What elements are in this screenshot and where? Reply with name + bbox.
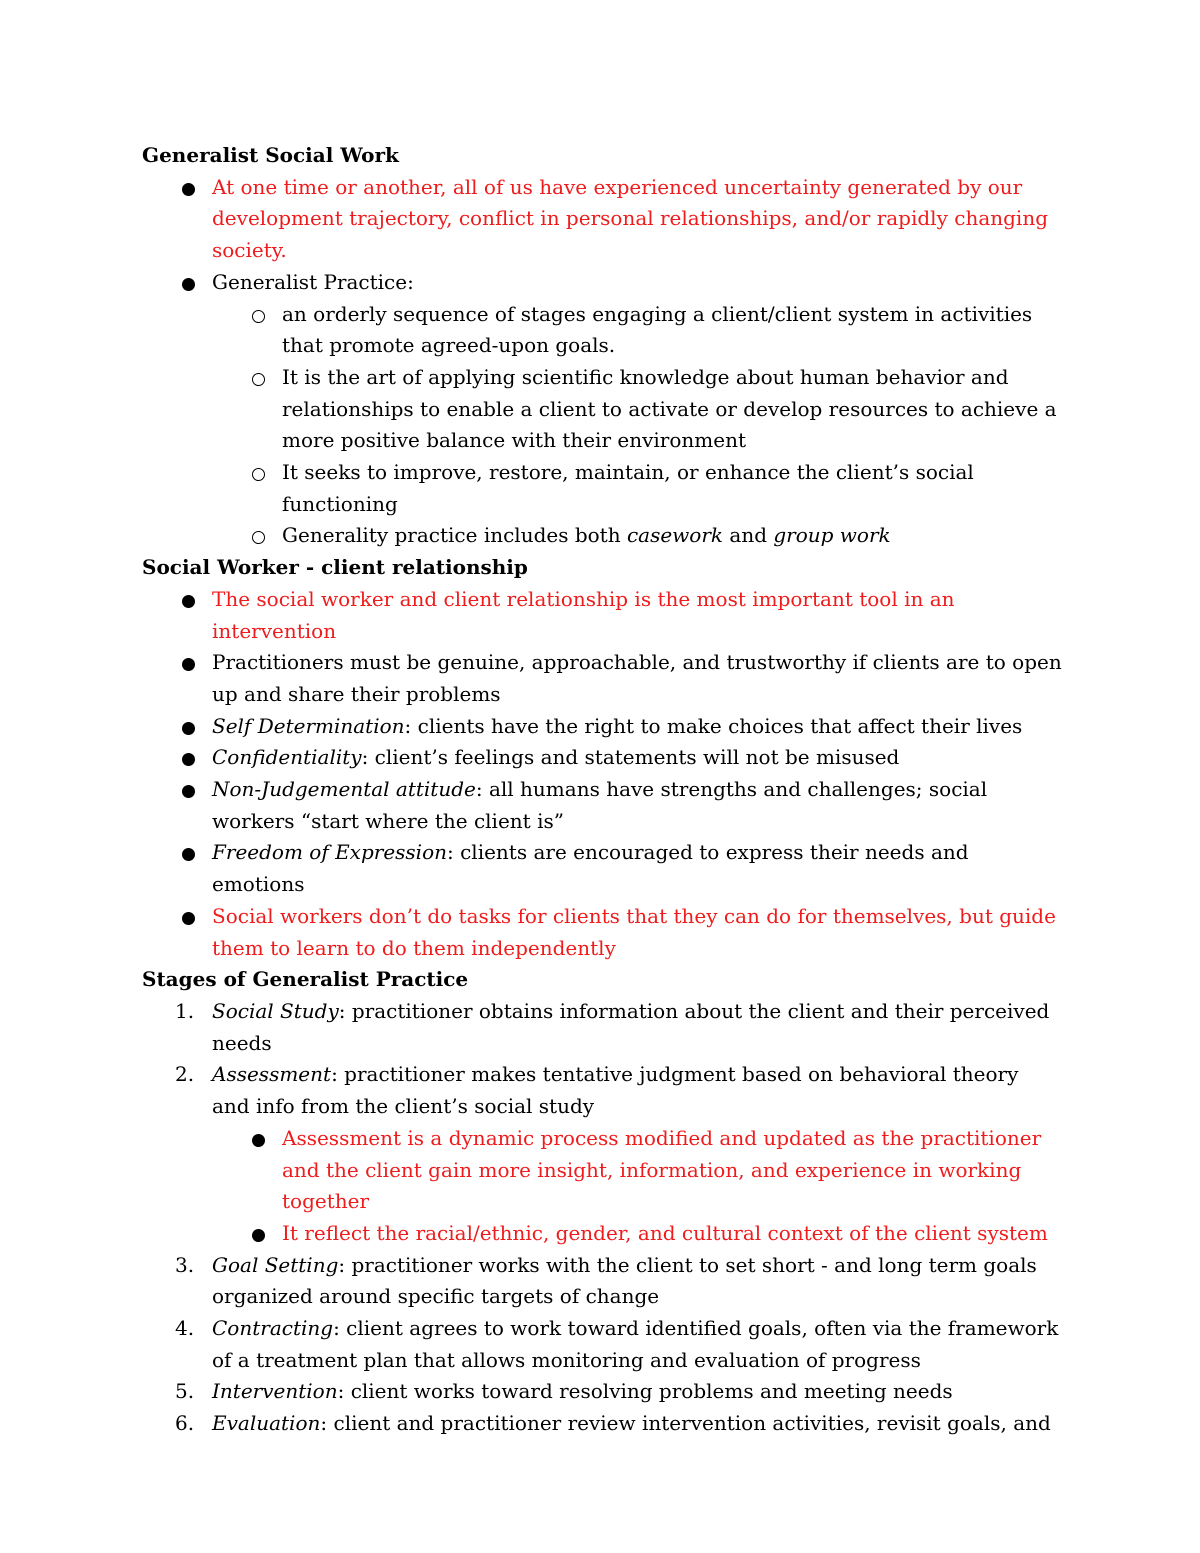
hollow-bullet-icon <box>252 468 265 481</box>
list-item <box>142 1123 1062 1218</box>
list-item <box>142 1218 1062 1250</box>
bullet-icon <box>182 753 195 766</box>
item-text-mid: and <box>723 523 774 548</box>
list-item <box>142 1408 1062 1440</box>
list-item <box>142 742 1062 774</box>
item-desc: : client works toward resolving problems and meeting needs <box>337 1379 953 1404</box>
hollow-bullet-icon <box>252 531 265 544</box>
hollow-bullet-icon <box>252 373 265 386</box>
section-heading-stages: Stages of Generalist Practice <box>142 967 469 992</box>
item-number: 2. <box>175 1062 195 1087</box>
bullet-icon <box>182 658 195 671</box>
item-text: It seeks to improve, restore, maintain, or enhance the client’s social functioning <box>282 460 974 516</box>
list-item <box>142 584 1062 647</box>
item-text: It is the art of applying scientific knowledge about human behavior and relationships to enable a client to activate or develop resources to achieve a more positive balance with their environment <box>282 364 1057 453</box>
item-text: Generalist Practice: <box>212 269 414 294</box>
bullet-icon <box>182 785 195 798</box>
item-number: 4. <box>175 1316 195 1341</box>
item-term: Intervention <box>212 1379 338 1404</box>
item-term: Freedom of Expression <box>212 840 447 865</box>
item-number: 6. <box>175 1411 195 1436</box>
item-desc: : practitioner obtains information about the client and their perceived needs <box>212 998 1050 1055</box>
item-text-prefix: Generality practice includes both <box>282 523 627 548</box>
list-item <box>142 837 1062 900</box>
list-item <box>142 457 1062 520</box>
section-heading-generalist-social-work: Generalist Social Work <box>142 143 399 167</box>
stages-numbered-list <box>142 996 1062 1440</box>
list-item <box>142 1250 1062 1313</box>
emphasis-casework: casework <box>626 523 724 548</box>
bullet-icon <box>182 595 195 608</box>
item-desc: : client and practitioner review intervention activities, revisit goals, and <box>320 1411 1051 1436</box>
item-term: Non-Judgemental attitude <box>212 777 476 802</box>
item-term: Assessment <box>212 1062 332 1087</box>
emphasis-group-work: group work <box>773 523 891 548</box>
hollow-bullet-icon <box>252 310 265 323</box>
bullet-icon <box>252 1134 265 1147</box>
list-item <box>142 711 1062 743</box>
item-text: an orderly sequence of stages engaging a client/client system in activities that promote agreed-upon goals. <box>282 301 1033 358</box>
item-number: 5. <box>175 1379 195 1404</box>
bullet-icon <box>182 912 195 925</box>
item-term: Self Determination <box>212 713 405 738</box>
bullet-icon <box>182 278 195 291</box>
list-item <box>142 362 1062 457</box>
list-item <box>142 774 1062 837</box>
item-term: Social Study <box>212 998 339 1023</box>
item-term: Contracting <box>212 1316 334 1341</box>
item-desc: : client agrees to work toward identified goals, often via the framework of a treatment plan that allows monitoring and evaluation of progress <box>212 1316 1059 1372</box>
bullet-icon <box>182 848 195 861</box>
list-item <box>142 1376 1062 1408</box>
bullet-icon <box>252 1229 265 1242</box>
item-number: 3. <box>175 1252 195 1277</box>
list-item <box>142 647 1062 710</box>
section-heading-client-relationship: Social Worker - client relationship <box>142 555 528 580</box>
item-term: Goal Setting <box>212 1252 339 1277</box>
list-item <box>142 267 1062 299</box>
item-text: Social workers don’t do tasks for clients that they can do for themselves, but guide them to learn to do them independently <box>212 903 1056 960</box>
item-text: It reflect the racial/ethnic, gender, and cultural context of the client system <box>282 1220 1048 1245</box>
item-desc: : practitioner works with the client to set short - and long term goals organized around specific targets of change <box>212 1252 1037 1309</box>
list-item <box>142 1313 1062 1376</box>
item-text: Practitioners must be genuine, approachable, and trustworthy if clients are to open up and share their problems <box>212 650 1062 706</box>
item-term: Confidentiality <box>212 745 362 770</box>
generalist-bullet-list <box>142 172 1062 552</box>
item-number: 1. <box>175 998 195 1023</box>
item-term: Evaluation <box>212 1411 321 1436</box>
item-text: The social worker and client relationship is the most important tool in an intervention <box>212 586 955 643</box>
document-body <box>142 140 1062 1440</box>
relationship-bullet-list <box>142 584 1062 964</box>
item-desc: : client’s feelings and statements will not be misused <box>361 745 900 770</box>
list-item <box>142 996 1062 1059</box>
list-item <box>142 1059 1062 1122</box>
list-item <box>142 299 1062 362</box>
list-item <box>142 901 1062 964</box>
item-desc: : all humans have strengths and challenges; social workers “start where the client is” <box>212 777 988 833</box>
item-text: At one time or another, all of us have experienced uncertainty generated by our development trajectory, conflict in personal relationships, and/or rapidly changing society. <box>212 174 1049 263</box>
bullet-icon <box>182 183 195 196</box>
bullet-icon <box>182 722 195 735</box>
list-item <box>142 520 1062 552</box>
item-desc: : clients have the right to make choices that affect their lives <box>404 713 1023 738</box>
list-item <box>142 172 1062 267</box>
item-text: Assessment is a dynamic process modified and updated as the practitioner and the client gain more insight, information, and experience in working together <box>282 1125 1042 1214</box>
item-desc: : practitioner makes tentative judgment based on behavioral theory and info from the client’s social study <box>212 1062 1019 1119</box>
item-desc: : clients are encouraged to express their needs and emotions <box>212 840 969 897</box>
